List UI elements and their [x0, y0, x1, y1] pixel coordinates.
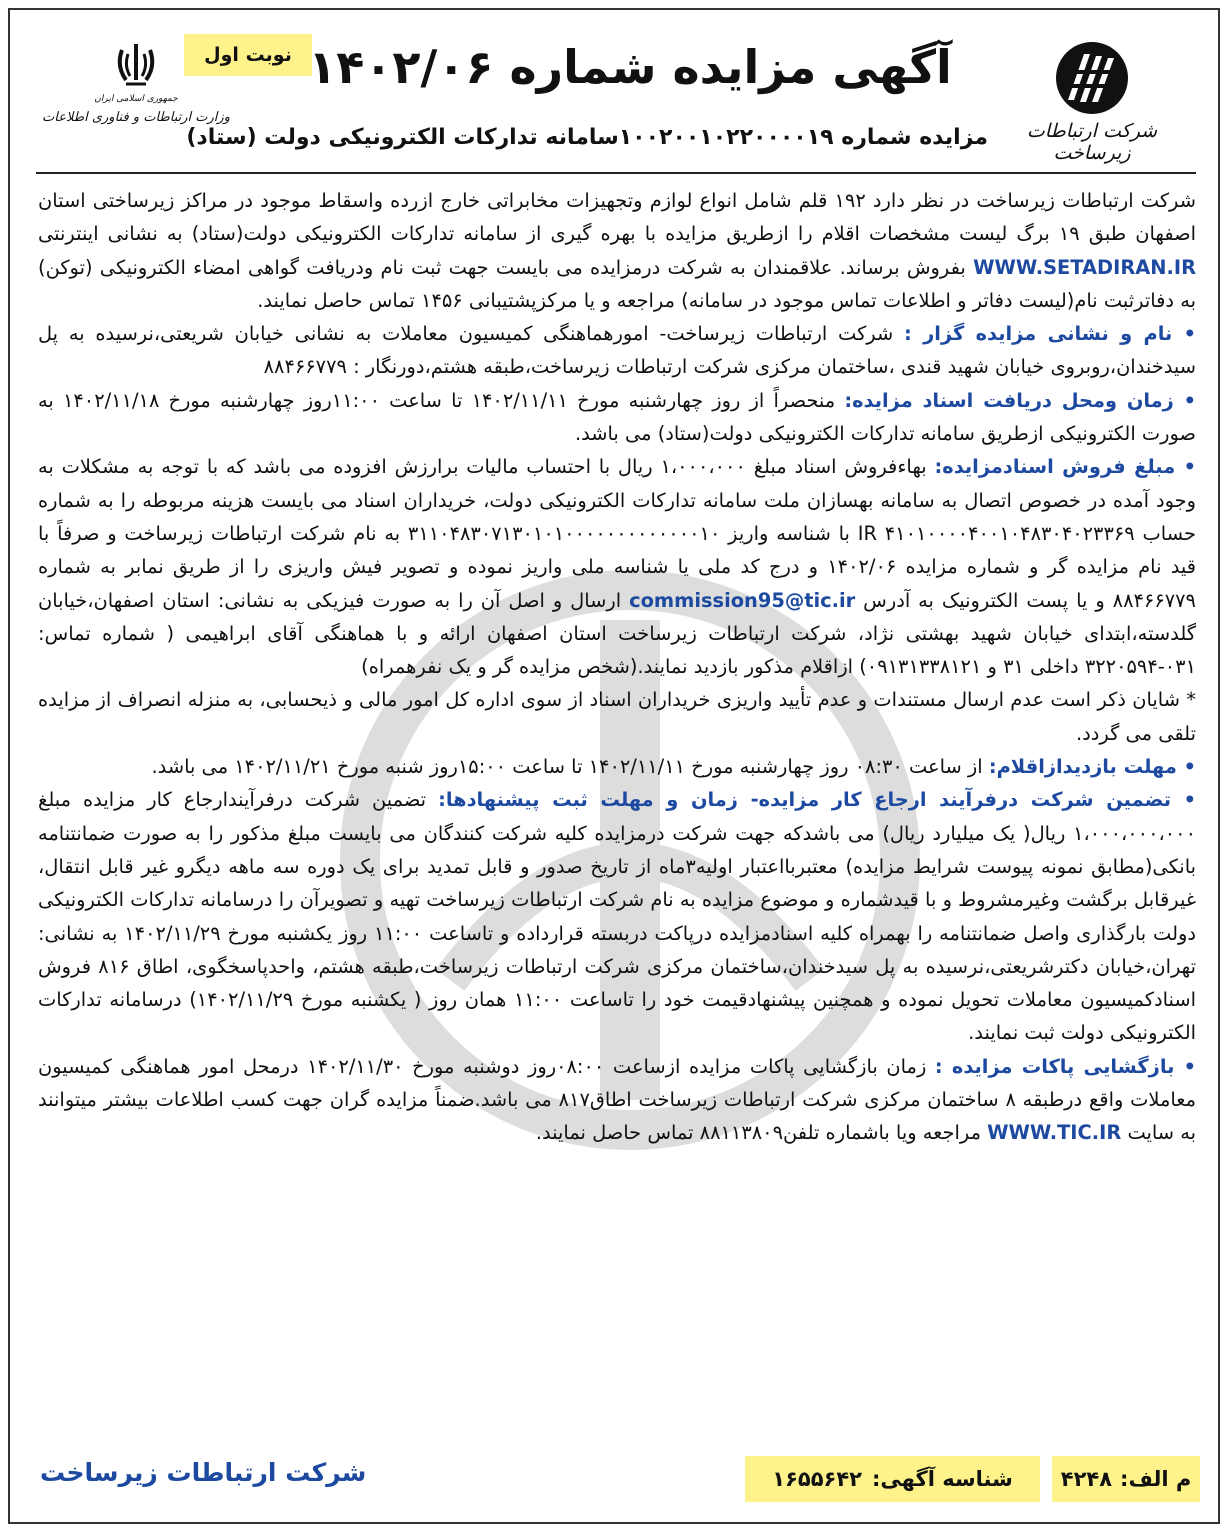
- section-opening-text: زمان بازگشایی پاکات مزایده ازساعت ۰۸:۰۰روز دوشنبه مورخ ۱۴۰۲/۱۱/۳۰ درمحل امور هماهنگی کمیسیون معاملات واقع درطبقه ۸ ساختمان مرکزی شرکت ارتباطات زیرساخت اطاق۸۱۷ می باشد.ضمناً مزایده گران جهت کسب اطلاعات بیشتر میتوانند به سایت: [38, 1054, 1197, 1145]
- note-paragraph: * شایان ذکر است عدم ارسال مستندات و عدم تأیید واریزی خریداران اسناد از سوی اداره کل امور مالی و ذیحسابی، به منزله انصراف از مزایده تلقی می گردد.: [38, 688, 1196, 745]
- intro-paragraph: [38, 184, 1196, 317]
- section-visit: [38, 750, 1196, 783]
- header-divider: [36, 172, 1196, 174]
- page-subtitle: مزایده شماره ۱۰۰۲۰۰۱۰۲۲۰۰۰۰۱۹سامانه تدارکات الکترونیکی دولت (ستاد): [186, 125, 988, 150]
- section-documents-price: [38, 450, 1196, 683]
- section-organizer: [38, 317, 1196, 384]
- code-box: [1052, 1456, 1200, 1502]
- page-title: آگهی مزایده شماره ۱۴۰۲/۰۶: [308, 40, 952, 94]
- setad-link[interactable]: WWW.SETADIRAN.IR: [973, 255, 1197, 279]
- section-documents-time-heading: • زمان ومحل دریافت اسناد مزایده:: [844, 388, 1196, 412]
- tic-link[interactable]: WWW.TIC.IR: [987, 1121, 1122, 1145]
- section-opening: [38, 1050, 1196, 1150]
- section-opening-tail: مراجعه ویا باشماره تلفن۸۸۱۱۳۸۰۹ تماس حاصل نمایند.: [535, 1121, 981, 1145]
- code-value: ۴۲۴۸: [1060, 1467, 1113, 1491]
- section-guarantee-heading: • تضمین شرکت درفرآیند ارجاع کار مزایده- زمان و مهلت ثبت پیشنهادها:: [438, 788, 1196, 812]
- company-logo: [992, 40, 1192, 164]
- footer: [0, 1450, 1232, 1520]
- section-guarantee-text: تضمین شرکت درفرآیندارجاع کار مزایده مبلغ ۱،۰۰۰،۰۰۰،۰۰۰ ریال( یک میلیارد ریال) می باشدکه جهت شرکت درمزایده کلیه شرکت کنندگان می بایست مبلغ مذکور را به صورت ضمانتنامه بانکی(مطابق نمونه پیوست شرایط مزایده) معتبربااعتبار اولیه۳ماه از تاریخ صدور و قابل تمدید برای یک دوره سه ماهه دیگرو غیر قابل انتقال، غیرقابل برگشت وغیرمشروط و با قیدشماره و موضوع مزایده به نام شرکت ارتباطات زیرساخت تهیه و تصویرآن را درسامانه تدارکات الکترونیکی دولت بارگذاری واصل ضمانتنامه را بهمراه کلیه اسنادمزایده درپاکت دربسته قرارداده و تاساعت ۱۱:۰۰ روز یکشنبه مورخ ۱۴۰۲/۱۱/۲۹ به نشانی: تهران،خیابان دکترشریعتی،نرسیده به پل سیدخندان،ساختمان مرکزی شرکت ارتباطات زیرساخت،طبقه هشتم، واحدپاسخگوی، اطاق ۸۱۶ فروش اسنادکمیسیون معاملات تحویل نموده و همچنین پیشنهادقیمت خود را تاساعت ۱۱:۰۰ همان روز ( یکشنبه مورخ ۱۴۰۲/۱۱/۲۹) درسامانه تدارکات الکترونیکی دولت ثبت نمایند.: [38, 788, 1197, 1045]
- section-organizer-heading: • نام و نشانی مزایده گزار :: [904, 322, 1196, 346]
- intro-text: شرکت ارتباطات زیرساخت در نظر دارد ۱۹۲ قلم شامل انواع لوازم وتجهیزات مخابراتی خارج ازرده واسقاط موجود در مراکز زیرساختی استان اصفهان طبق ۱۹ برگ لیست مشخصات اقلام را ازطریق مزایده با بهره گیری از سامانه تدارکات الکترونیکی دولت(ستاد) به نشانی اینترنتی: [38, 189, 1197, 246]
- company-logo-caption: شرکت ارتباطات زیرساخت: [1026, 120, 1158, 164]
- ad-id-box: [745, 1456, 1040, 1502]
- ad-id-value: ۱۶۵۵۶۴۲: [772, 1467, 862, 1491]
- intro-tail: بفروش برساند. علاقمندان به شرکت درمزایده می بایست جهت ثبت نام ودریافت گواهی امضاء الکترونیکی (توکن) به دفاترثبت نام(لیست دفاتر و اطلاعات تماس موجود در سامانه) مراجعه و یا مرکزپشتیبانی ۱۴۵۶ تماس حاصل نمایند.: [38, 255, 1196, 312]
- code-label: م الف:: [1120, 1467, 1192, 1491]
- section-organizer-text: شرکت ارتباطات زیرساخت- امورهماهنگی کمیسیون معاملات به نشانی خیابان شریعتی،نرسیده به پل سیدخندان،روبروی خیابان شهید قندی ،ساختمان مرکزی شرکت ارتباطات زیرساخت،طبقه هشتم،دورنگار : ۸۸۴۶۶۷۷۹: [38, 322, 1196, 379]
- tic-logo-icon: [1054, 40, 1130, 116]
- section-documents-time: [38, 384, 1196, 451]
- announcement-body: [38, 184, 1196, 1150]
- ad-id-label: شناسه آگهی:: [872, 1467, 1013, 1491]
- section-opening-heading: • بازگشایی پاکات مزایده :: [934, 1054, 1196, 1078]
- round-badge: نوبت اول: [184, 34, 312, 76]
- section-documents-price-heading: • مبلغ فروش اسنادمزایده:: [934, 455, 1196, 479]
- header: [0, 0, 1232, 180]
- section-guarantee: [38, 783, 1196, 1049]
- section-documents-price-text: بهاءفروش اسناد مبلغ ۱،۰۰۰،۰۰۰ ریال با احتساب مالیات برارزش افزوده می باشد که با توجه به مشکلات به وجود آمده در خصوص اتصال به سامانه بهسازان ملت سامانه تدارکات الکترونیکی دولت، خریداران اسناد می بایست هزینه مربوطه را به شماره حساب IR ۴۱۰۱۰۰۰۰۴۰۰۱۰۴۸۳۰۴۰۲۳۳۶۹ با شناسه واریز ۳۱۱۰۴۸۳۰۷۱۳۰۱۰۱۰۰۰۰۰۰۰۰۰۰۰۰۰۱۰ به نام شرکت ارتباطات زیرساخت و صرفاً با قید نام مزایده گر و شماره مزایده ۱۴۰۲/۰۶ و درج کد ملی یا شناسه ملی واریز نموده و تصویر فیش واریزی را از طریق نمابر به شماره ۸۸۴۶۶۷۷۹ و یا پست الکترونیک به آدرس: [38, 455, 1196, 612]
- commission-email-link[interactable]: commission95@tic.ir: [629, 588, 856, 612]
- section-visit-text: از ساعت ۰۸:۳۰ روز چهارشنبه مورخ ۱۴۰۲/۱۱/۱۱ تا ساعت ۱۵:۰۰روز شنبه مورخ ۱۴۰۲/۱۱/۲۱ می باشد.: [151, 755, 983, 779]
- iran-emblem-icon: [114, 40, 158, 90]
- footer-company-name: شرکت ارتباطات زیرساخت: [40, 1458, 367, 1487]
- ministry-small-caption: جمهوری اسلامی ایران: [94, 94, 178, 104]
- section-documents-price-tail: ارسال و اصل آن را به صورت فیزیکی به نشانی: استان اصفهان،خیابان گلدسته،ابتدای خیابان شهید بهشتی نژاد، شرکت ارتباطات زیرساخت استان اصفهان ارائه و با هماهنگی آقای ابراهیمی ( شماره تماس: ۰۳۱-۳۲۲۰۵۹۴ داخلی ۳۱ و ۰۹۱۳۱۳۳۸۱۲۱) ازاقلام مذکور بازدید نمایند.(شخص مزایده گر و یک نفرهمراه): [38, 588, 1196, 679]
- section-visit-heading: • مهلت بازدیدازاقلام:: [988, 755, 1196, 779]
- section-documents-time-text: منحصراً از روز چهارشنبه مورخ ۱۴۰۲/۱۱/۱۱ تا ساعت ۱۱:۰۰روز چهارشنبه مورخ ۱۴۰۲/۱۱/۱۸ به صورت الکترونیکی ازطریق سامانه تدارکات الکترونیکی دولت(ستاد) می باشد.: [38, 388, 1196, 446]
- ministry-caption: وزارت ارتباطات و فناوری اطلاعات: [42, 110, 230, 125]
